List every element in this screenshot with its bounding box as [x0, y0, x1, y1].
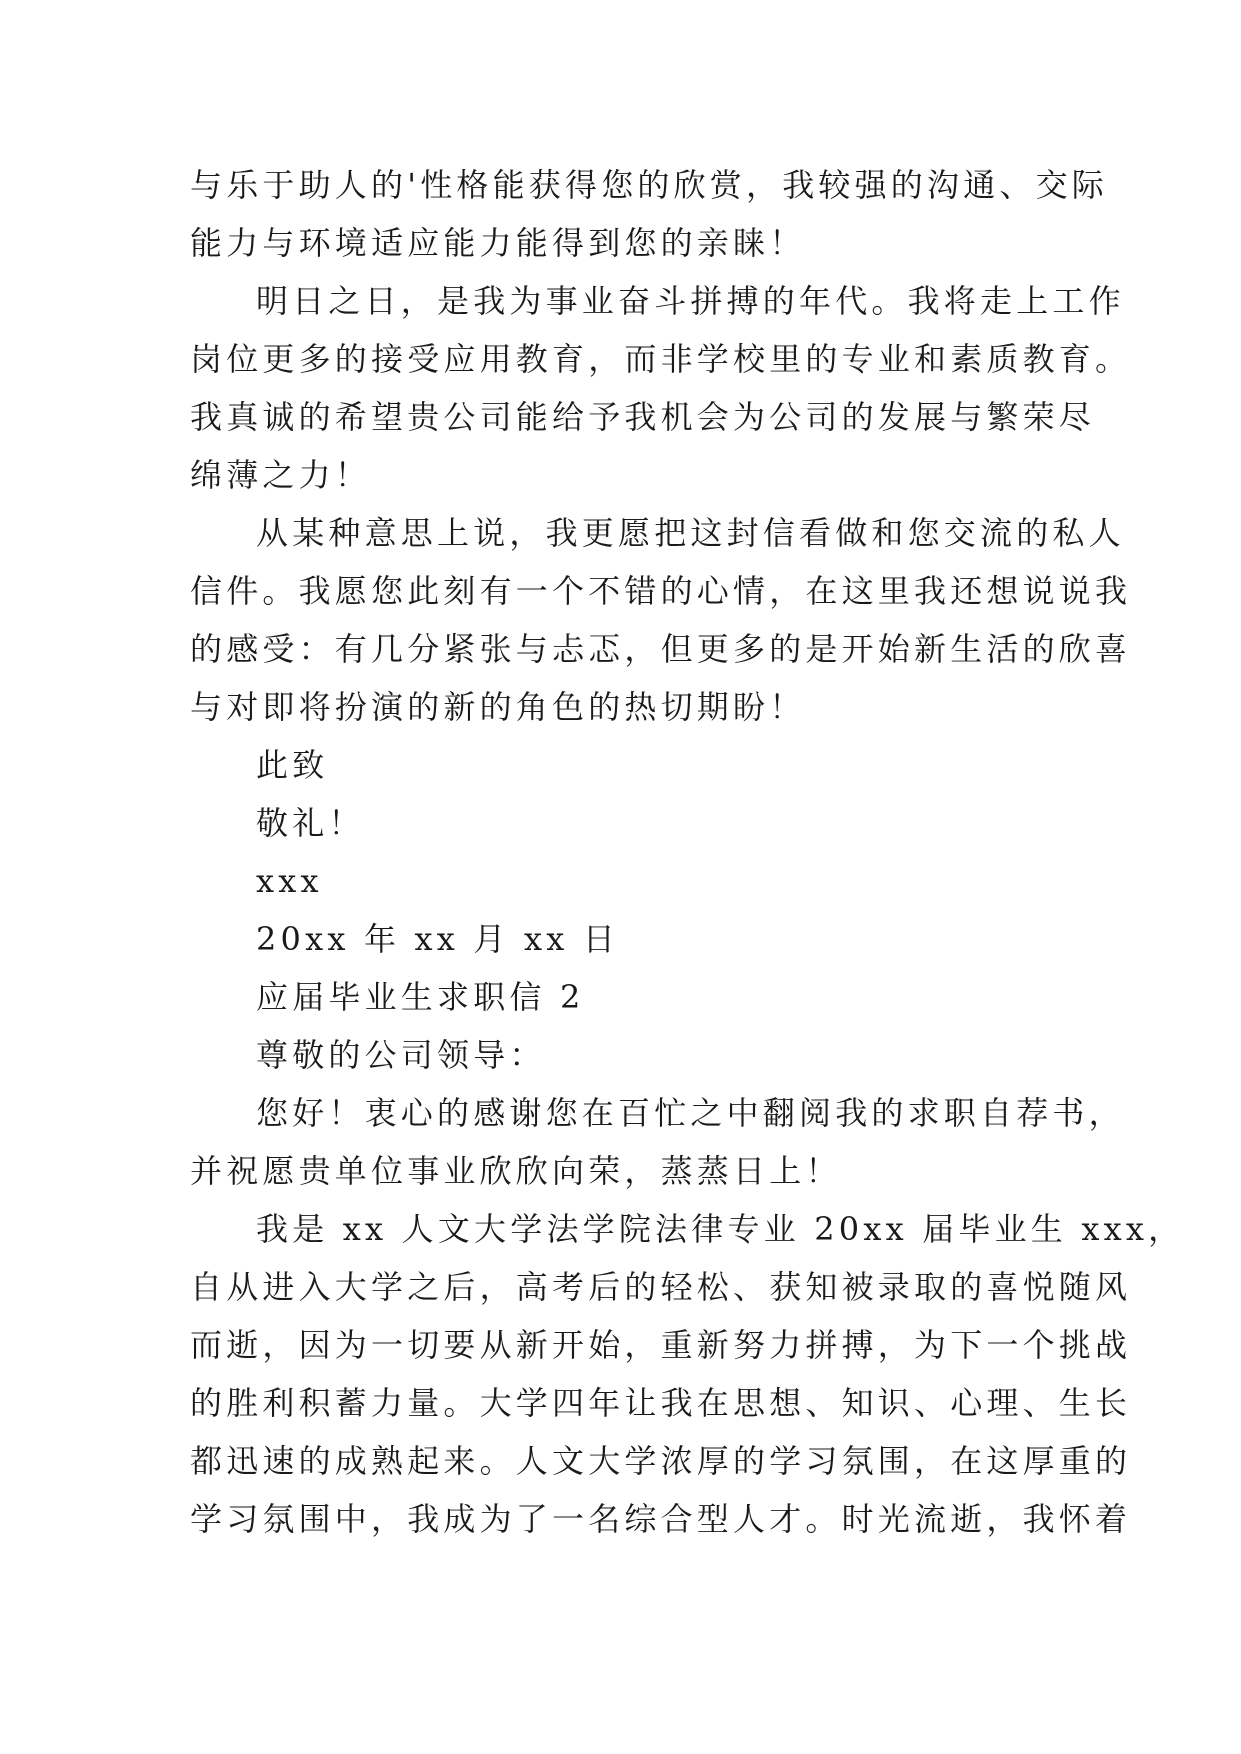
- text-line: 学习氛围中，我成为了一名综合型人才。时光流逝，我怀着: [190, 1500, 1132, 1538]
- text-line: 的胜利积蓄力量。大学四年让我在思想、知识、心理、生长: [190, 1384, 1132, 1422]
- letter-body: [190, 156, 1185, 1548]
- text-line: 的感受：有几分紧张与忐忑，但更多的是开始新生活的欣喜: [190, 630, 1132, 668]
- section-title: 应届毕业生求职信 2: [256, 978, 585, 1016]
- paragraph-start-line: 我是 xx 人文大学法学院法律专业 20xx 届毕业生 xxx，: [256, 1210, 1185, 1248]
- greeting-line: 尊敬的公司领导：: [256, 1036, 546, 1074]
- text-line: 并祝愿贵单位事业欣欣向荣，蒸蒸日上！: [190, 1152, 842, 1190]
- paragraph-start-line: 您好！衷心的感谢您在百忙之中翻阅我的求职自荐书，: [256, 1094, 1125, 1132]
- paragraph-start-line: 从某种意思上说，我更愿把这封信看做和您交流的私人: [256, 514, 1125, 552]
- text-line: 与对即将扮演的新的角色的热切期盼！: [190, 688, 806, 726]
- text-line: 能力与环境适应能力能得到您的亲睐！: [190, 224, 806, 262]
- text-line: 信件。我愿您此刻有一个不错的心情，在这里我还想说说我: [190, 572, 1132, 610]
- text-line: 而逝，因为一切要从新开始，重新努力拼搏，为下一个挑战: [190, 1326, 1132, 1364]
- text-line: 绵薄之力！: [190, 456, 372, 494]
- text-line: 我真诚的希望贵公司能给予我机会为公司的发展与繁荣尽: [190, 398, 1096, 436]
- signature-date: 20xx 年 xx 月 xx 日: [256, 920, 620, 958]
- salutation-line: 敬礼！: [256, 804, 365, 842]
- text-line: 都迅速的成熟起来。人文大学浓厚的学习氛围，在这厚重的: [190, 1442, 1132, 1480]
- text-line: 与乐于助人的'性格能获得您的欣赏，我较强的沟通、交际: [190, 166, 1108, 204]
- closing-line: 此致: [256, 746, 329, 784]
- text-line: 岗位更多的接受应用教育，而非学校里的专业和素质教育。: [190, 340, 1132, 378]
- signature-name: xxx: [256, 862, 323, 900]
- paragraph-start-line: 明日之日，是我为事业奋斗拼搏的年代。我将走上工作: [256, 282, 1125, 320]
- text-line: 自从进入大学之后，高考后的轻松、获知被录取的喜悦随风: [190, 1268, 1132, 1306]
